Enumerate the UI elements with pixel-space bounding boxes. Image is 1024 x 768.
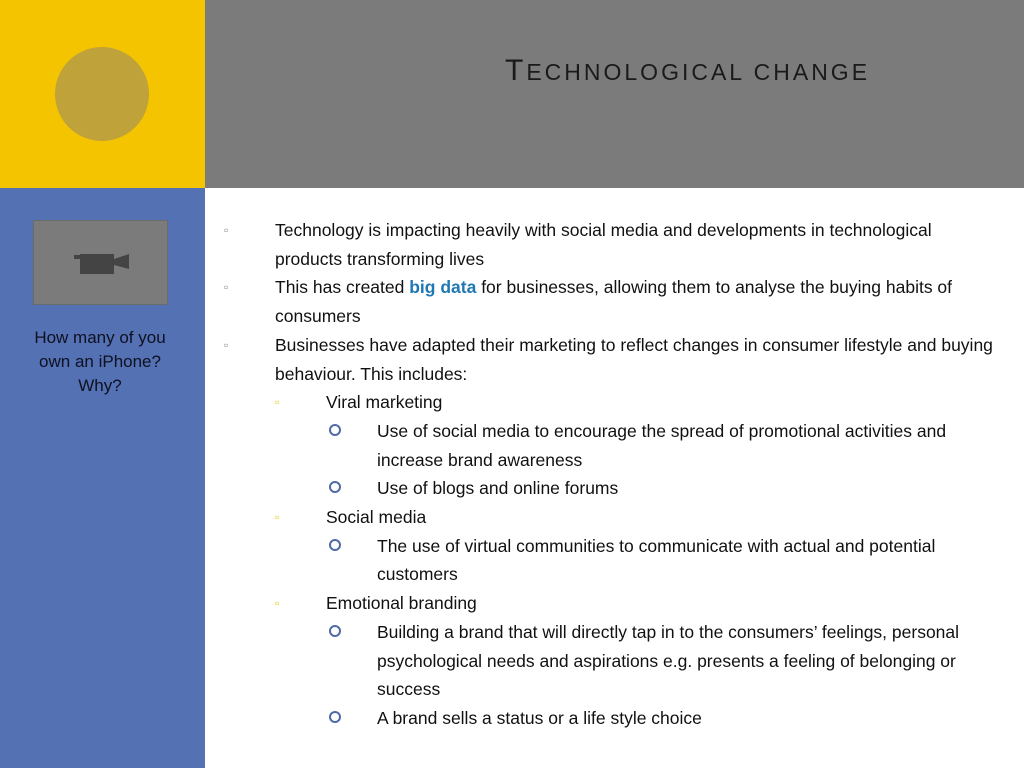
sidebar — [0, 188, 205, 768]
ring-bullet-icon — [329, 424, 341, 436]
title-band — [205, 0, 1024, 188]
list-item — [205, 618, 1005, 704]
square-bullet-icon: ▫ — [224, 337, 229, 352]
list-item — [205, 532, 1005, 589]
square-bullet-icon: ▫ — [224, 280, 229, 295]
list-item — [205, 273, 1005, 330]
list-item-text: A brand sells a status or a life style choice — [377, 707, 702, 728]
list-item-text: This has created — [275, 277, 410, 298]
video-camera-icon — [74, 251, 129, 275]
square-bullet-icon: ▫ — [275, 596, 280, 611]
slide-title — [505, 54, 870, 88]
title-first-letter: T — [505, 54, 527, 87]
sidebar-question: How many of you own an iPhone? Why? — [34, 328, 166, 395]
list-item — [205, 589, 1005, 618]
ring-bullet-icon — [329, 539, 341, 551]
list-item-text: Building a brand that will directly tap in to the consumers’ feelings, personal psychological needs and aspirations e.g. presents a feeling of belonging or success — [377, 621, 960, 700]
list-item-text: for businesses, allowing them to analyse the buying habits of consumers — [275, 277, 953, 327]
list-item-text: Businesses have adapted their marketing to reflect changes in consumer lifestyle and buying behaviour. This includes: — [275, 334, 993, 384]
ring-bullet-icon — [329, 711, 341, 723]
corner-accent — [0, 0, 205, 188]
circle-decoration — [55, 47, 149, 141]
list-item — [205, 503, 1005, 532]
list-item-text: Social media — [326, 507, 427, 528]
square-bullet-icon: ▫ — [275, 510, 280, 525]
big-data-highlight: big data — [409, 277, 477, 298]
video-placeholder[interactable] — [33, 220, 168, 305]
list-item — [205, 474, 1005, 503]
list-item — [205, 388, 1005, 417]
list-item-text: Emotional branding — [326, 593, 477, 614]
square-bullet-icon: ▫ — [224, 223, 229, 237]
list-item-text: Viral marketing — [326, 392, 443, 413]
list-item — [205, 704, 1005, 733]
ring-bullet-icon — [329, 481, 341, 493]
square-bullet-icon: ▫ — [275, 395, 280, 410]
list-item — [205, 331, 1005, 388]
list-item-text: Technology is impacting heavily with social media and developments in technological products transforming lives — [275, 220, 932, 269]
ring-bullet-icon — [329, 625, 341, 637]
list-item-text: Use of social media to encourage the spread of promotional activities and increase brand awareness — [377, 420, 947, 470]
list-item — [205, 417, 1005, 474]
list-item-text: Use of blogs and online forums — [377, 478, 619, 499]
list-item-text: The use of virtual communities to communicate with actual and potential customers — [377, 535, 936, 585]
bullet-list — [205, 216, 1005, 733]
list-item — [205, 216, 1005, 273]
title-rest: ECHNOLOGICAL CHANGE — [526, 59, 871, 85]
